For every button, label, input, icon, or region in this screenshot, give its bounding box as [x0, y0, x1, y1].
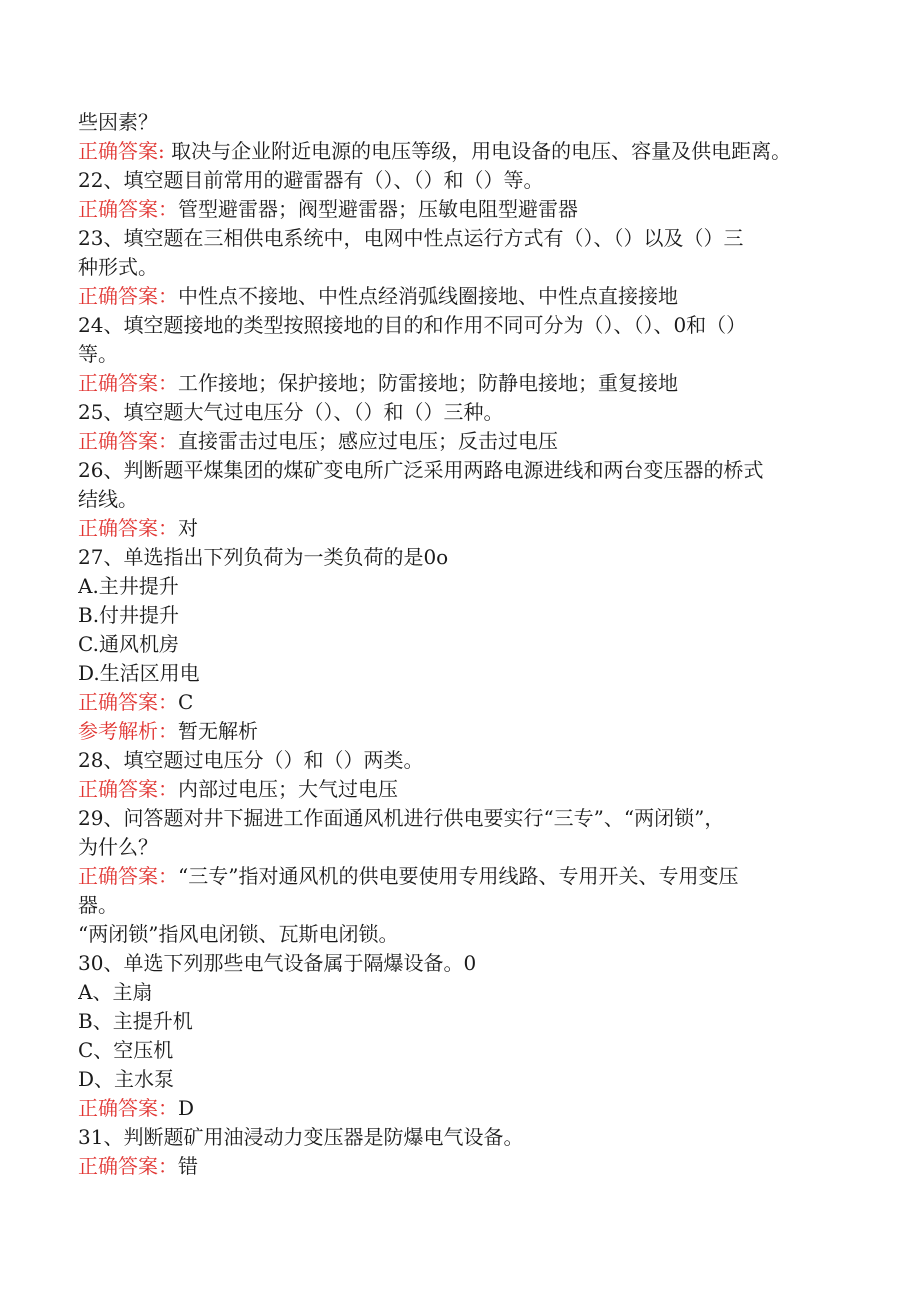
answer-line: [78, 1152, 838, 1181]
answer-line: [78, 775, 838, 804]
answer-text: 错: [178, 1154, 198, 1178]
text-line: 些因素？: [78, 110, 158, 134]
text-line: 22、填空题目前常用的避雷器有（）、（）和（）等。: [78, 168, 544, 192]
answer-line: [78, 137, 838, 166]
answer-text: C: [178, 690, 194, 714]
answer-text: 对: [178, 516, 198, 540]
answer-label: 正确答案：: [78, 864, 178, 888]
text-line: 28、填空题过电压分（）和（）两类。: [78, 748, 424, 772]
answer-line: [78, 514, 838, 543]
text-line: 30、单选下列那些电气设备属于隔爆设备。0: [78, 951, 477, 975]
text-line: 24、填空题接地的类型按照接地的目的和作用不同可分为（）、（）、0和（）: [78, 313, 747, 337]
document-page: [78, 108, 838, 1181]
answer-label: 参考解析：: [78, 719, 178, 743]
answer-label: 正确答案：: [78, 690, 178, 714]
answer-text: 直接雷击过电压；感应过电压；反击过电压: [178, 429, 558, 453]
text-line: 26、判断题平煤集团的煤矿变电所广泛采用两路电源进线和两台变压器的桥式: [78, 458, 764, 482]
answer-label: 正确答案：: [78, 429, 178, 453]
answer-line: [78, 369, 838, 398]
answer-text: “三专”指对通风机的供电要使用专用线路、专用开关、专用变压: [178, 864, 739, 888]
answer-line: [78, 195, 838, 224]
text-line: 29、问答题对井下掘进工作面通风机进行供电要实行“三专”、“两闭锁”，: [78, 806, 725, 830]
answer-text: D: [178, 1096, 195, 1120]
text-line: 23、填空题在三相供电系统中，电网中性点运行方式有（）、（）以及（）三: [78, 226, 744, 250]
text-line: A、主扇: [78, 980, 153, 1004]
answer-line: [78, 1094, 838, 1123]
text-line: 25、填空题大气过电压分（）、（）和（）三种。: [78, 400, 504, 424]
text-line: D.生活区用电: [78, 661, 200, 685]
answer-text: 中性点不接地、中性点经消弧线圈接地、中性点直接接地: [178, 284, 678, 308]
text-line: 器。: [78, 893, 118, 917]
text-line: 种形式。: [78, 255, 158, 279]
answer-text: 管型避雷器；阀型避雷器；压敏电阻型避雷器: [178, 197, 578, 221]
text-line: 为什么？: [78, 835, 158, 859]
text-line: “两闭锁”指风电闭锁、瓦斯电闭锁。: [78, 922, 399, 946]
text-line: B.付井提升: [78, 603, 180, 627]
answer-text: 暂无解析: [178, 719, 258, 743]
answer-label: 正确答案：: [78, 1096, 178, 1120]
answer-label: 正确答案：: [78, 197, 178, 221]
text-line: C、空压机: [78, 1038, 174, 1062]
answer-line: [78, 688, 838, 717]
answer-label: 正确答案:: [78, 139, 165, 163]
text-line: D、主水泵: [78, 1067, 175, 1091]
answer-label: 正确答案：: [78, 516, 178, 540]
answer-line: [78, 717, 838, 746]
answer-label: 正确答案：: [78, 777, 178, 801]
text-line: B、主提升机: [78, 1009, 193, 1033]
answer-text: 内部过电压；大气过电压: [178, 777, 398, 801]
text-line: A.主井提升: [78, 574, 179, 598]
text-line: C.通风机房: [78, 632, 179, 656]
text-line: 等。: [78, 342, 118, 366]
answer-label: 正确答案：: [78, 284, 178, 308]
answer-text: 取决与企业附近电源的电压等级，用电设备的电压、容量及供电距离。: [164, 139, 792, 163]
answer-line: [78, 282, 838, 311]
answer-line: [78, 427, 838, 456]
answer-label: 正确答案：: [78, 1154, 178, 1178]
text-line: 27、单选指出下列负荷为一类负荷的是0o: [78, 545, 449, 569]
answer-line: [78, 862, 838, 891]
answer-text: 工作接地；保护接地；防雷接地；防静电接地；重复接地: [178, 371, 678, 395]
text-line: 31、判断题矿用油浸动力变压器是防爆电气设备。: [78, 1125, 524, 1149]
text-line: 结线。: [78, 487, 138, 511]
answer-label: 正确答案：: [78, 371, 178, 395]
